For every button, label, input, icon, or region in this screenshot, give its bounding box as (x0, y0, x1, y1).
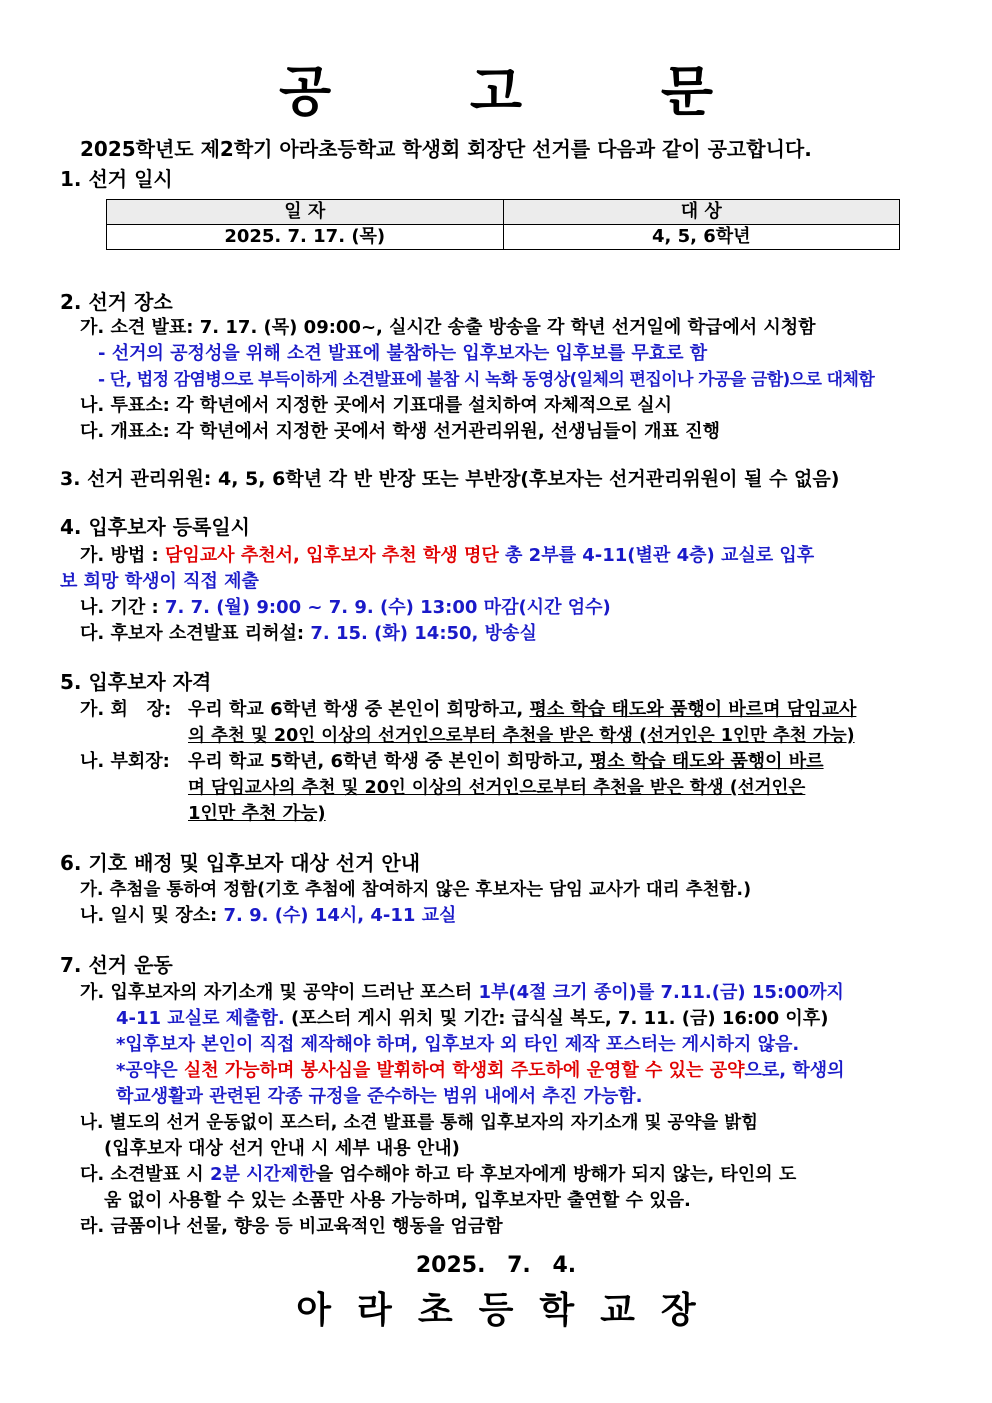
cell-target: 4, 5, 6학년 (503, 225, 900, 250)
s4-item-a (80, 543, 814, 569)
s7-c-line1b: 2분 시간제한 (209, 1164, 316, 1185)
s4-item-a-cont: 보 희망 학생이 직접 제출 (60, 571, 259, 592)
section-5-heading: 5. 입후보자 자격 (60, 670, 212, 694)
section-3-heading: 3. 선거 관리위원: 4, 5, 6학년 각 반 반장 또는 부반장(후보자는 선거관리위원이 될 수 없음) (60, 468, 840, 490)
page-title: 공 고 문 (278, 60, 774, 123)
s7-a-line4c: 으로, 학생의 (744, 1060, 845, 1081)
s5-a-line1a: 우리 학교 6학년 학생 중 본인이 희망하고, (188, 699, 530, 720)
s4-a-label: 가. 방법 : (80, 545, 165, 566)
s2-item-c: 다. 개표소: 각 학년에서 지정한 곳에서 학생 선거관리위원, 선생님들이 개표 진행 (80, 421, 720, 442)
s4-c-label: 다. 후보자 소견발표 리허설: (80, 623, 311, 644)
s7-a-line4b: 실천 가능하며 봉사심을 발휘하여 학생회 주도하에 운영할 수 있는 공약 (183, 1060, 745, 1081)
s2-item-a-note2: - 단, 법정 감염병으로 부득이하게 소견발표에 불참 시 녹화 동영상(일체의 편집이나 가공을 금함)으로 대체함 (98, 370, 875, 390)
s7-a-line3: *입후보자 본인이 직접 제작해야 하며, 입후보자 외 타인 제작 포스터는 게시하지 않음. (116, 1034, 800, 1055)
section-6-heading: 6. 기호 배정 및 입후보자 대상 선거 안내 (60, 851, 421, 875)
s7-b-line1: 나. 별도의 선거 운동없이 포스터, 소견 발표를 통해 입후보자의 자기소개 및 공약을 밝힘 (80, 1113, 759, 1133)
section-1-heading: 1. 선거 일시 (60, 167, 173, 191)
s4-c-value: 7. 15. (화) 14:50, 방송실 (310, 623, 537, 644)
s5-b-line1 (188, 749, 824, 775)
s4-a-documents: 담임교사 추천서, 입후보자 추천 학생 명단 (165, 545, 499, 566)
s7-a-line2a: 4-11 교실로 제출함. (116, 1008, 285, 1029)
s7-c-line1 (80, 1162, 796, 1188)
s4-b-value: 7. 7. (월) 9:00 ~ 7. 9. (수) 13:00 마감(시간 엄수) (165, 597, 611, 618)
header-target: 대 상 (503, 200, 900, 225)
s7-a-line4a: *공약은 (116, 1060, 184, 1081)
header-date: 일 자 (107, 200, 504, 225)
table-header-row (107, 200, 900, 225)
s5-a-line2: 의 추천 및 20인 이상의 선거인으로부터 추천을 받은 학생 (선거인은 1인만 추천 가능) (188, 726, 855, 746)
s2-item-b: 나. 투표소: 각 학년에서 지정한 곳에서 기표대를 설치하여 자체적으로 실시 (80, 395, 673, 416)
s7-c-line1a: 다. 소견발표 시 (80, 1164, 210, 1185)
table-row (107, 225, 900, 250)
s7-a-line2 (116, 1006, 828, 1032)
s6-b-label: 나. 일시 및 장소: (80, 905, 224, 926)
s7-c-line1c: 을 엄수해야 하고 타 후보자에게 방해가 되지 않는, 타인의 도 (315, 1164, 797, 1185)
intro-text: 2025학년도 제2학기 아라초등학교 학생회 회장단 선거를 다음과 같이 공고합니다. (80, 137, 812, 161)
cell-date: 2025. 7. 17. (목) (107, 225, 504, 250)
s5-b-line1a: 우리 학교 5학년, 6학년 학생 중 본인이 희망하고, (188, 751, 590, 772)
section-7-heading: 7. 선거 운동 (60, 953, 173, 977)
schedule-table (106, 199, 900, 250)
s5-b-line3: 1인만 추천 가능) (188, 803, 326, 824)
s7-a-line1a: 가. 입후보자의 자기소개 및 공약이 드러난 포스터 (80, 982, 479, 1003)
s5-a-line1b: 평소 학습 태도와 품행이 바르며 담임교사 (529, 699, 857, 720)
s5-a-line1 (188, 697, 856, 723)
issue-date: 2025. 7. 4. (415, 1253, 577, 1278)
s7-item-d: 라. 금품이나 선물, 향응 등 비교육적인 행동을 엄금함 (80, 1216, 503, 1237)
s7-a-line2b: (포스터 게시 위치 및 기간: 급식실 복도, 7. 11. (금) 16:00 이후) (284, 1008, 829, 1029)
s4-item-c (80, 621, 537, 647)
s5-b-line1b: 평소 학습 태도와 품행이 바르 (589, 751, 824, 772)
s6-item-a: 가. 추첨을 통하여 정함(기호 추첨에 참여하지 않은 후보자는 담임 교사가 대리 추천함.) (80, 880, 752, 900)
s6-item-b (80, 903, 456, 929)
s7-a-line4 (116, 1058, 845, 1084)
s5-b-line2: 며 담임교사의 추천 및 20인 이상의 선거인으로부터 추천을 받은 학생 (선거인은 (188, 778, 806, 798)
s7-a-line5: 학교생활과 관련된 각종 규정을 준수하는 범위 내에서 추진 가능함. (116, 1086, 643, 1107)
s4-item-b (80, 595, 611, 621)
principal-signature: 아라초등학교장 (296, 1290, 722, 1331)
s6-b-value: 7. 9. (수) 14시, 4-11 교실 (223, 905, 457, 926)
s4-b-label: 나. 기간 : (80, 597, 165, 618)
s5-a-label: 가. 회 장: (80, 699, 178, 720)
section-4-heading: 4. 입후보자 등록일시 (60, 515, 250, 539)
s7-a-line1 (80, 980, 844, 1006)
s2-item-a: 가. 소견 발표: 7. 17. (목) 09:00~, 실시간 송출 방송을 각 학년 선거일에 학급에서 시청함 (80, 317, 816, 338)
s5-b-label: 나. 부회장: (80, 751, 177, 772)
s7-c-line2: 움 없이 사용할 수 있는 소품만 사용 가능하며, 입후보자만 출연할 수 있음. (104, 1190, 691, 1211)
s4-a-submission: 총 2부를 4-11(별관 4층) 교실로 입후 (498, 545, 815, 566)
s2-item-a-note1: - 선거의 공정성을 위해 소견 발표에 불참하는 입후보자는 입후보를 무효로 함 (98, 343, 708, 364)
section-2-heading: 2. 선거 장소 (60, 290, 173, 314)
s7-b-line2: (입후보자 대상 선거 안내 시 세부 내용 안내) (104, 1138, 460, 1159)
s7-a-line1b: 1부(4절 크기 종이)를 7.11.(금) 15:00까지 (478, 982, 844, 1003)
